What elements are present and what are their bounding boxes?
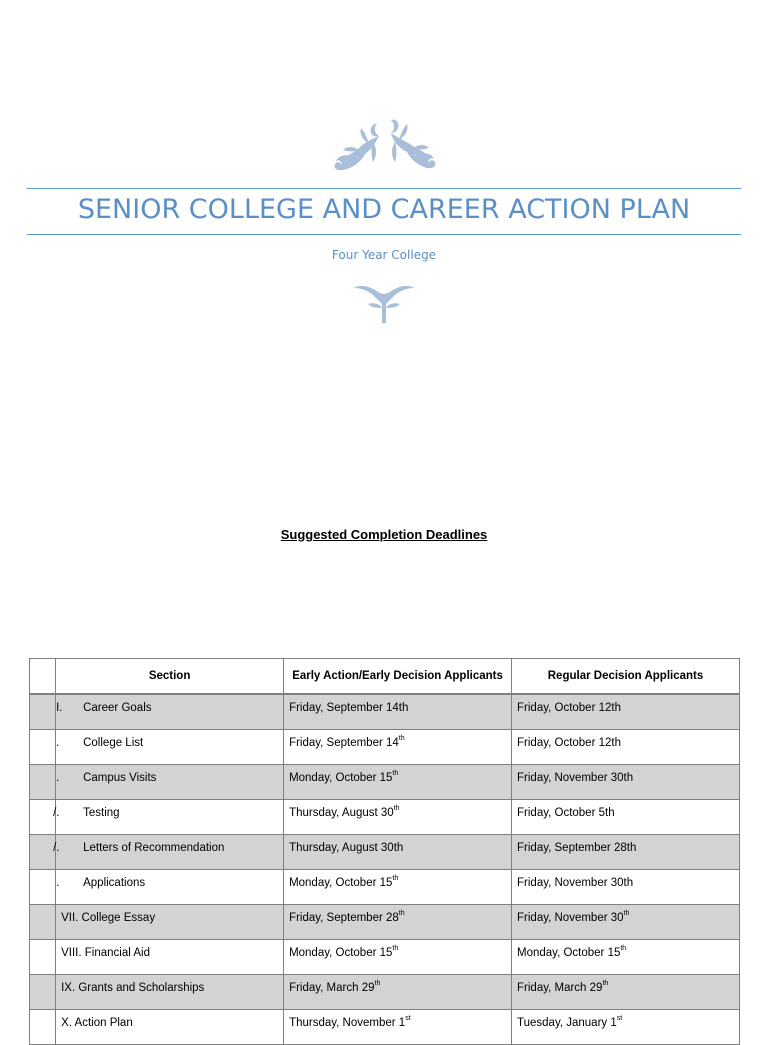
row-spacer-cell xyxy=(30,765,56,800)
early-deadline-ordinal: th xyxy=(392,770,399,777)
regular-deadline-cell xyxy=(512,1010,740,1045)
section-label: Testing xyxy=(83,807,120,819)
table-header-regular: Regular Decision Applicants xyxy=(512,659,740,695)
row-spacer-cell xyxy=(30,835,56,870)
early-deadline-cell xyxy=(284,905,512,940)
section-label: IX. Grants and Scholarships xyxy=(61,982,205,994)
early-deadline-date: Monday, October 15 xyxy=(289,877,393,889)
table-row xyxy=(30,975,740,1010)
section-cell xyxy=(56,730,284,765)
regular-deadline-date: Friday, October 12th xyxy=(517,702,621,714)
table-header-section: Section xyxy=(56,659,284,695)
regular-deadline-date: Friday, November 30 xyxy=(517,912,624,924)
regular-deadline-cell xyxy=(512,975,740,1010)
regular-deadline-ordinal: st xyxy=(616,1015,623,1022)
deadlines-table xyxy=(29,658,740,1045)
section-cell xyxy=(56,940,284,975)
early-deadline-date: Friday, September 28 xyxy=(289,912,399,924)
section-label: Applications xyxy=(83,877,146,889)
table-row xyxy=(30,694,740,730)
section-cell xyxy=(56,694,284,730)
early-deadline-date: Thursday, November 1 xyxy=(289,1017,406,1029)
early-deadline-cell xyxy=(284,765,512,800)
early-deadline-cell xyxy=(284,870,512,905)
table-row xyxy=(30,765,740,800)
section-cell xyxy=(56,870,284,905)
section-cell xyxy=(56,765,284,800)
early-deadline-date: Thursday, August 30 xyxy=(289,807,394,819)
table-row xyxy=(30,905,740,940)
regular-deadline-cell xyxy=(512,905,740,940)
early-deadline-date: Monday, October 15 xyxy=(289,947,393,959)
table-row xyxy=(30,800,740,835)
section-label: X. Action Plan xyxy=(61,1017,133,1029)
row-spacer-cell xyxy=(30,1010,56,1045)
floral-flourish-icon xyxy=(0,114,768,178)
row-spacer-cell xyxy=(30,800,56,835)
early-deadline-ordinal: th xyxy=(398,910,405,917)
early-deadline-cell xyxy=(284,940,512,975)
section-cell xyxy=(53,835,284,870)
regular-deadline-cell xyxy=(512,694,740,730)
regular-deadline-date: Friday, October 5th xyxy=(517,807,615,819)
row-spacer-cell xyxy=(30,940,56,975)
table-header-row xyxy=(30,659,740,695)
early-deadline-ordinal: th xyxy=(398,735,405,742)
section-cell xyxy=(53,800,284,835)
document-title: SENIOR COLLEGE AND CAREER ACTION PLAN xyxy=(77,194,691,225)
section-label: Career Goals xyxy=(83,702,152,714)
early-deadline-ordinal: th xyxy=(392,945,399,952)
section-numeral: . xyxy=(56,877,60,889)
table-row xyxy=(30,1010,740,1045)
table-header-early: Early Action/Early Decision Applicants xyxy=(284,659,512,695)
early-deadline-date: Monday, October 15 xyxy=(289,772,393,784)
section-label: Letters of Recommendation xyxy=(83,842,225,854)
deadlines-heading: Suggested Completion Deadlines xyxy=(280,527,488,542)
early-deadline-cell xyxy=(284,730,512,765)
section-numeral: I. xyxy=(56,702,63,714)
section-label: VIII. Financial Aid xyxy=(61,947,150,959)
fleur-divider-icon xyxy=(0,282,768,326)
section-cell xyxy=(56,975,284,1010)
regular-deadline-cell xyxy=(512,765,740,800)
regular-deadline-date: Friday, October 12th xyxy=(517,737,621,749)
regular-deadline-date: Friday, March 29 xyxy=(517,982,603,994)
early-deadline-cell xyxy=(284,975,512,1010)
early-deadline-date: Friday, September 14 xyxy=(289,737,399,749)
row-spacer-cell xyxy=(30,694,56,730)
regular-deadline-date: Monday, October 15 xyxy=(517,947,621,959)
early-deadline-date: Friday, September 14th xyxy=(289,702,409,714)
regular-deadline-cell xyxy=(512,835,740,870)
section-label: College List xyxy=(83,737,144,749)
section-numeral: . xyxy=(56,737,60,749)
regular-deadline-ordinal: th xyxy=(620,945,627,952)
row-spacer-cell xyxy=(30,730,56,765)
early-deadline-date: Thursday, August 30th xyxy=(289,842,404,854)
title-rule-bottom xyxy=(27,234,741,235)
row-spacer-cell xyxy=(30,975,56,1010)
row-spacer-cell xyxy=(30,905,56,940)
section-numeral: . xyxy=(56,772,60,784)
early-deadline-ordinal: th xyxy=(392,875,399,882)
section-cell xyxy=(56,1010,284,1045)
early-deadline-cell xyxy=(284,1010,512,1045)
early-deadline-ordinal: th xyxy=(374,980,381,987)
early-deadline-ordinal: st xyxy=(405,1015,411,1022)
early-deadline-cell xyxy=(284,835,512,870)
early-deadline-ordinal: th xyxy=(393,805,400,812)
table-row xyxy=(30,870,740,905)
early-deadline-cell xyxy=(284,800,512,835)
table-row xyxy=(30,835,740,870)
regular-deadline-date: Friday, November 30th xyxy=(517,877,634,889)
row-spacer-cell xyxy=(30,870,56,905)
regular-deadline-ordinal: th xyxy=(602,980,609,987)
section-label: VII. College Essay xyxy=(61,912,156,924)
regular-deadline-date: Friday, September 28th xyxy=(517,842,637,854)
regular-deadline-cell xyxy=(512,730,740,765)
regular-deadline-date: Friday, November 30th xyxy=(517,772,634,784)
regular-deadline-ordinal: th xyxy=(623,910,630,917)
section-cell xyxy=(56,905,284,940)
early-deadline-date: Friday, March 29 xyxy=(289,982,375,994)
section-label: Campus Visits xyxy=(83,772,157,784)
document-subtitle: Four Year College xyxy=(331,248,437,262)
section-numeral: /. xyxy=(53,842,60,854)
section-numeral: /. xyxy=(53,807,60,819)
early-deadline-cell xyxy=(284,694,512,730)
regular-deadline-cell xyxy=(512,940,740,975)
regular-deadline-date: Tuesday, January 1 xyxy=(517,1017,617,1029)
table-row xyxy=(30,940,740,975)
title-rule-top xyxy=(27,188,741,189)
table-row xyxy=(30,730,740,765)
regular-deadline-cell xyxy=(512,870,740,905)
regular-deadline-cell xyxy=(512,800,740,835)
table-header-blank xyxy=(30,659,56,695)
